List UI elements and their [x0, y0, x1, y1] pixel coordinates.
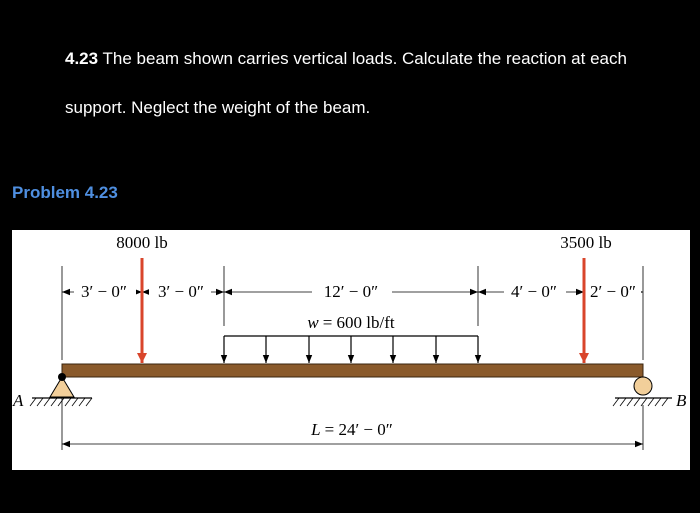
problem-number: 4.23 [65, 49, 99, 68]
dim-label-1: 3′ − 0″ [81, 282, 127, 301]
dim-label-2: 3′ − 0″ [158, 282, 204, 301]
point-load-label-right: 3500 lb [560, 233, 612, 252]
problem-statement [65, 34, 685, 132]
problem-label: Problem 4.23 [12, 183, 118, 202]
distributed-load-label [307, 313, 395, 332]
dim-label-4: 4′ − 0″ [511, 282, 557, 301]
span-symbol: L [311, 420, 321, 439]
support-label-a: A [13, 391, 24, 410]
point-load-label-left: 8000 lb [116, 233, 168, 252]
beam [62, 364, 643, 377]
dim-label-5: 2′ − 0″ [590, 282, 636, 301]
dim-label-3: 12′ − 0″ [323, 282, 379, 301]
span-value: = 24′ − 0″ [324, 420, 393, 439]
problem-statement-text: The beam shown carries vertical loads. Calculate the reaction at each support. Neglect the weight of the beam. [65, 49, 627, 117]
distributed-load-value: = 600 lb/ft [322, 313, 395, 332]
distributed-load [224, 336, 478, 363]
support-label-b: B [676, 391, 687, 410]
beam-diagram [12, 230, 690, 470]
beam-figure [12, 230, 690, 470]
distributed-load-symbol: w [307, 313, 319, 332]
pin-support-a [30, 373, 92, 406]
roller-support-b [613, 377, 672, 406]
